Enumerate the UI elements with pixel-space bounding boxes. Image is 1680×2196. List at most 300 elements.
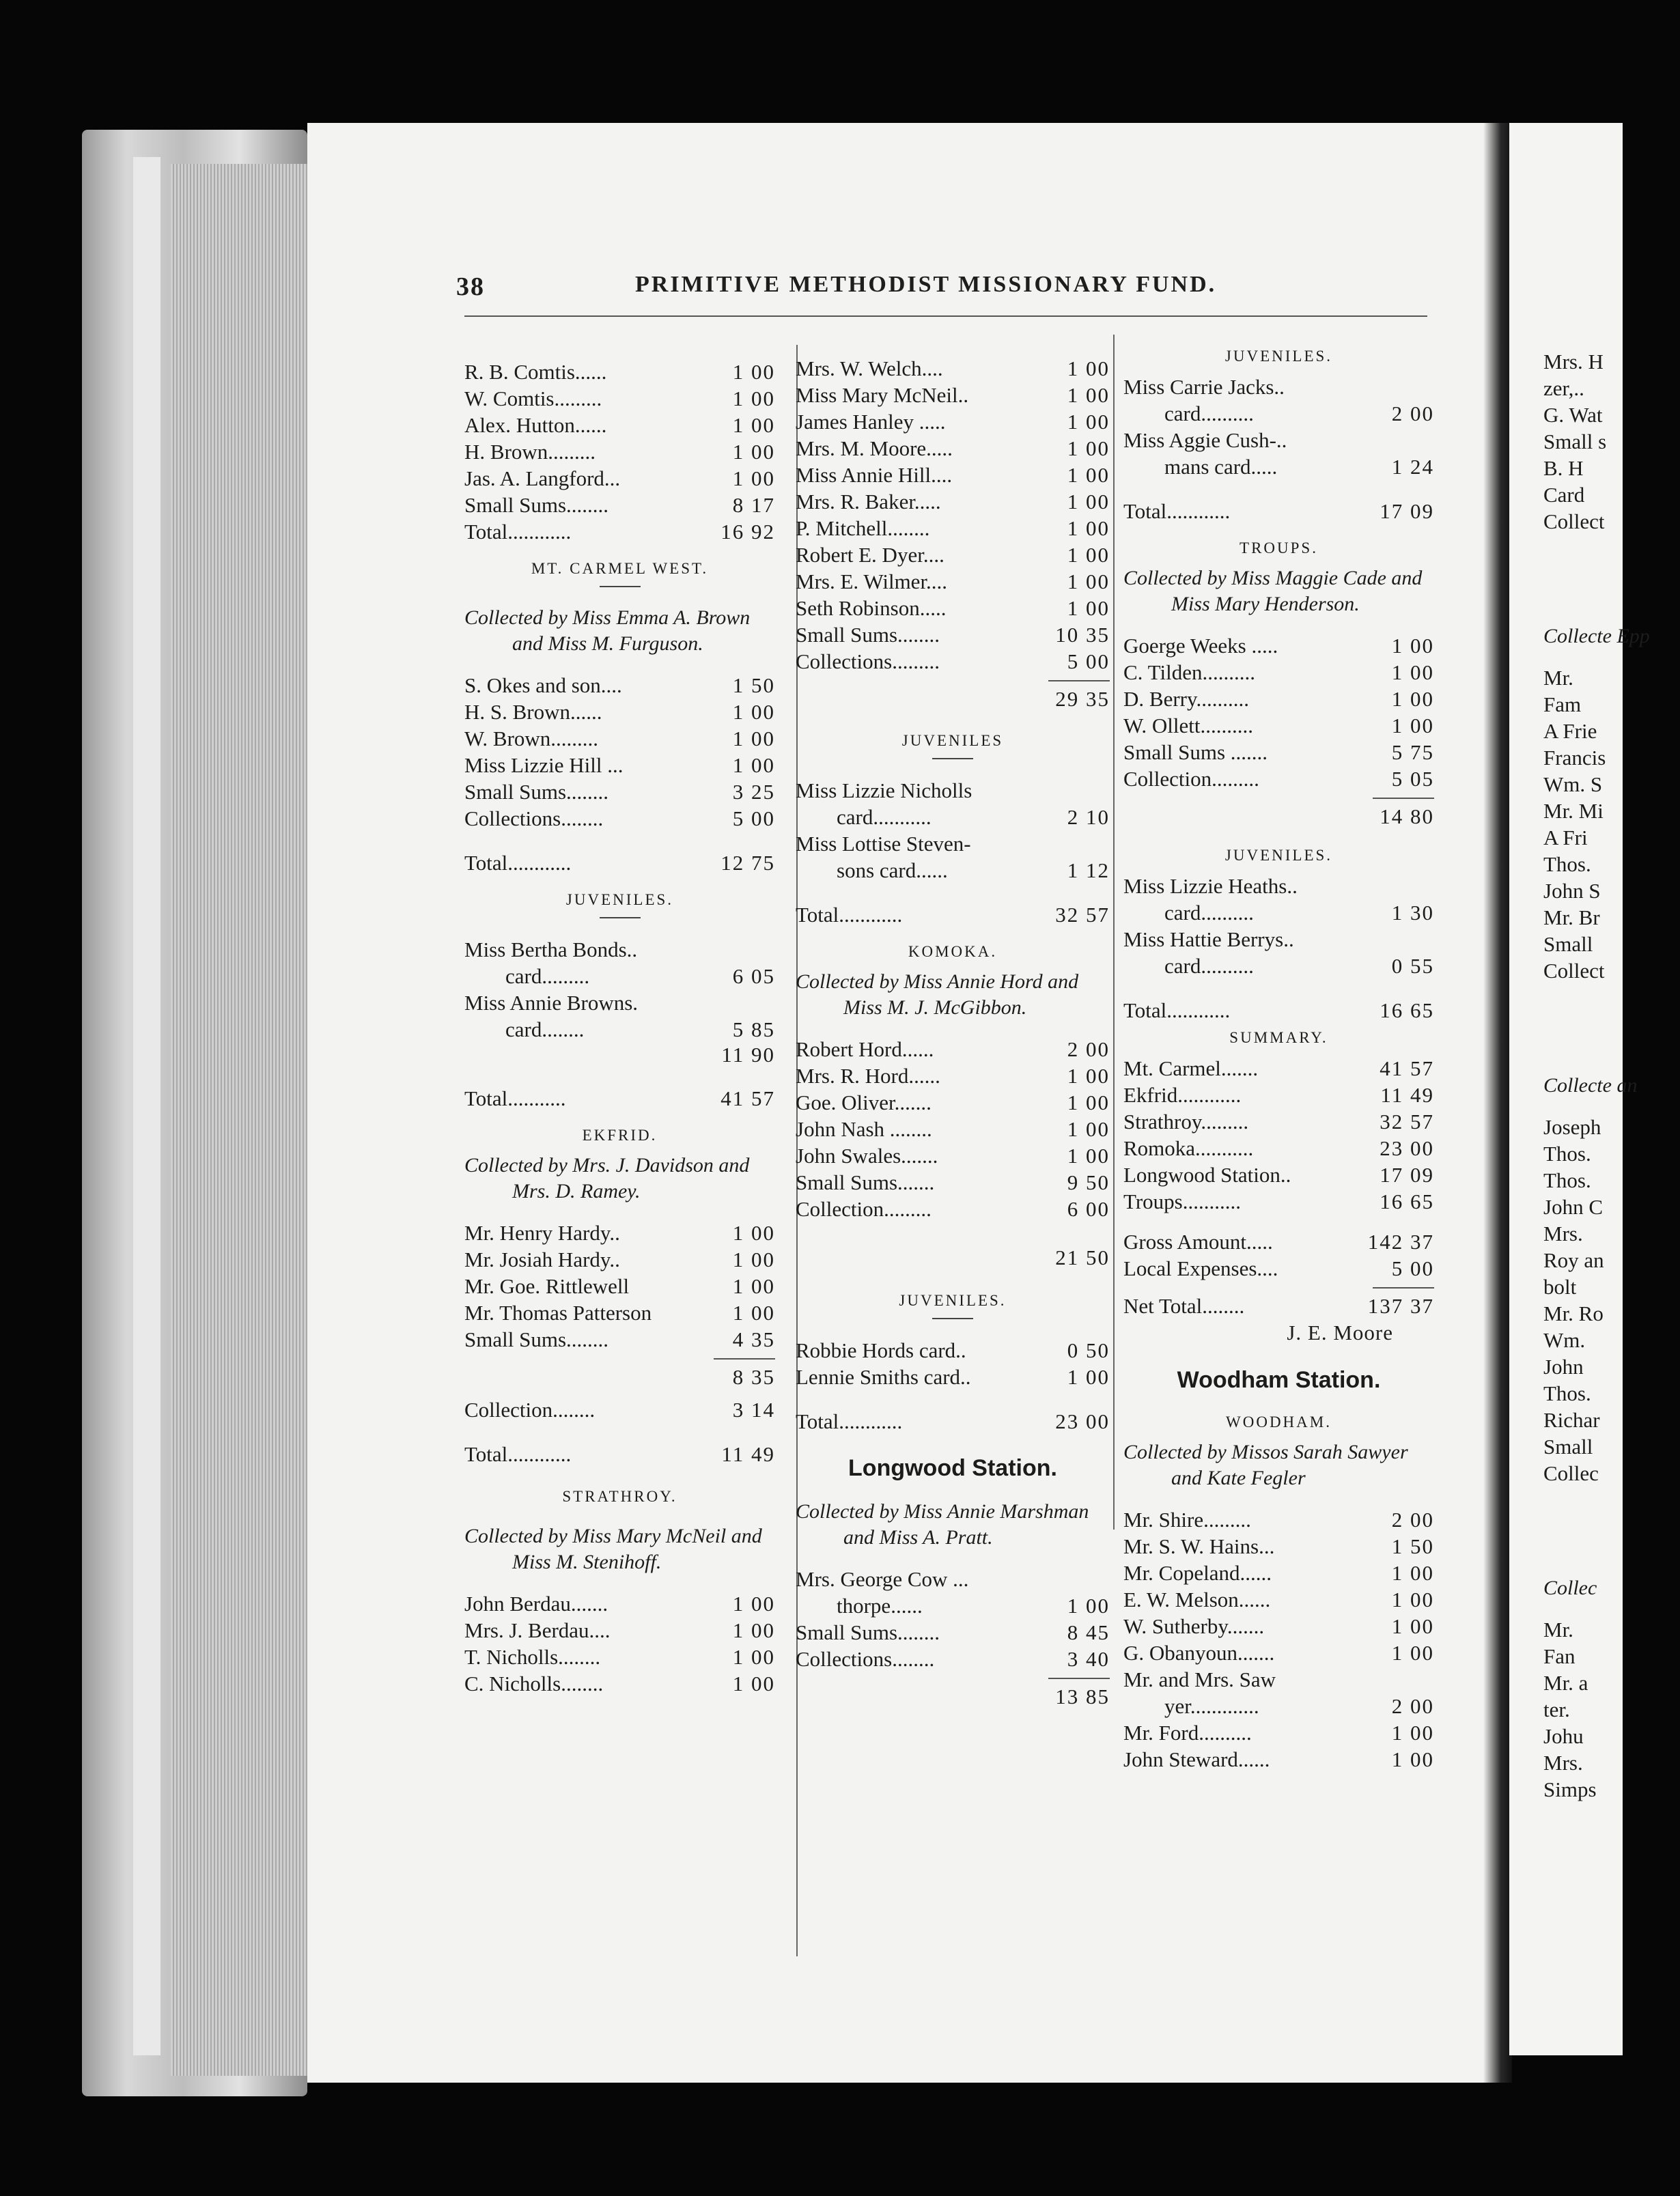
entry-amount: 1 00: [732, 413, 775, 437]
entry-row: [796, 595, 1110, 621]
cut-off-line: Small: [1543, 1435, 1593, 1459]
entry-name: Miss Mary McNeil..: [796, 383, 969, 407]
total-row: Total............ 23 00: [796, 1409, 1110, 1433]
entry-amount: 5 00: [732, 806, 775, 830]
cut-off-line: John: [1543, 1355, 1584, 1379]
entry-amount: 2 00: [1067, 1037, 1110, 1061]
entry-row: [1123, 1228, 1434, 1255]
entry-amount: 1 00: [1067, 356, 1110, 380]
cut-off-line: Small: [1543, 932, 1593, 956]
sum-rule: [1373, 798, 1434, 799]
entry-row: [464, 672, 775, 699]
cut-off-line: bolt: [1543, 1275, 1577, 1299]
section-dash: [932, 1318, 973, 1319]
entry-row: [1123, 712, 1434, 739]
collector-note: Collected by Mrs. J. Davidson and Mrs. D. Ramey.: [464, 1154, 750, 1202]
cut-off-line: Thos.: [1543, 1142, 1591, 1166]
entry-name: Mr. Josiah Hardy..: [464, 1248, 620, 1271]
entry-name: D. Berry..........: [1123, 687, 1249, 711]
entry-row: Miss Lizzie Nicholls: [796, 778, 972, 802]
entry-name: Small Sums........: [464, 1327, 609, 1351]
section-heading: EKFRID.: [582, 1127, 658, 1144]
col3-entries-e: [1123, 1506, 1434, 1666]
entry-amount: 1 00: [732, 440, 775, 464]
cut-off-line: Mrs.: [1543, 1751, 1583, 1775]
cut-off-line: Fan: [1543, 1644, 1576, 1668]
section-heading: JUVENILES.: [1224, 348, 1333, 365]
entry-row: Miss Annie Browns.: [464, 991, 639, 1015]
entry-row: [1123, 686, 1434, 712]
entry-name: Mrs. M. Moore.....: [796, 436, 953, 460]
entry-amount: 1 00: [1067, 1117, 1110, 1141]
cut-off-line: Mr.: [1543, 666, 1573, 690]
entry-row: [1123, 1108, 1434, 1135]
entry-amount: 1 00: [732, 386, 775, 410]
entry-amount: 1 00: [1391, 634, 1434, 658]
right-page: [1509, 123, 1650, 2055]
entry-row: card........ 5 85: [505, 1017, 775, 1041]
entry-row: [1123, 1506, 1434, 1533]
entry-row: [1123, 1135, 1434, 1162]
cut-off-line: zer,..: [1543, 376, 1584, 400]
entry-row: [1123, 1639, 1434, 1666]
entry-amount: 1 00: [1391, 1561, 1434, 1585]
entry-name: E. W. Melson......: [1123, 1588, 1271, 1611]
entry-row: [796, 1196, 1110, 1222]
entry-row: [1123, 1162, 1434, 1188]
entry-row: [796, 382, 1110, 408]
column-3: [1123, 345, 1434, 1773]
entry-amount: 1 00: [732, 1248, 775, 1271]
entry-amount: 1 00: [732, 700, 775, 724]
entry-amount: 10 35: [1055, 623, 1110, 647]
entry-row: card.......... 1 30: [1164, 901, 1434, 925]
cut-off-line: Francis: [1543, 746, 1606, 770]
entry-row: [796, 1142, 1110, 1169]
cut-off-line: Roy an: [1543, 1248, 1604, 1272]
entry-row: [796, 1116, 1110, 1142]
section-dash: [600, 586, 641, 587]
entry-name: Longwood Station..: [1123, 1163, 1291, 1187]
entry-row: [464, 778, 775, 805]
entry-row: [1123, 1746, 1434, 1773]
entry-amount: 32 57: [1380, 1110, 1434, 1134]
section-dash: [932, 758, 973, 759]
entry-row: [796, 1337, 1110, 1364]
entry-name: John Berdau.......: [464, 1592, 608, 1616]
spacer: [796, 1222, 1110, 1243]
column-2: [796, 355, 1110, 1712]
entry-amount: 3 40: [1067, 1647, 1110, 1671]
signature: J. E. Moore: [1287, 1321, 1393, 1345]
entry-row: [1123, 1188, 1434, 1215]
entry-amount: 5 00: [1391, 1256, 1434, 1280]
entry-amount: 1 00: [1067, 1144, 1110, 1168]
cut-off-line: Mr. Mi: [1543, 799, 1604, 823]
book-gutter: [1483, 123, 1512, 2083]
collector-note: Collected by Miss Annie Marshman and Miss A. Pratt.: [796, 1500, 1089, 1549]
entry-amount: 1 00: [1391, 1588, 1434, 1611]
total-row: Total............ 12 75: [464, 851, 775, 875]
entry-name: T. Nicholls........: [464, 1645, 601, 1669]
col1-entries-b: [464, 672, 775, 832]
entry-amount: 1 00: [732, 1221, 775, 1245]
entry-amount: 16 92: [720, 520, 775, 544]
col2-entries-c: [796, 1337, 1110, 1390]
entry-name: Mr. S. W. Hains...: [1123, 1534, 1275, 1558]
entry-row: [796, 355, 1110, 382]
entry-amount: 1 00: [732, 727, 775, 750]
entry-name: Small Sums........: [464, 493, 609, 517]
entry-row: [796, 1036, 1110, 1062]
entry-name: W. Comtis.........: [464, 386, 602, 410]
sum-rule: [1048, 680, 1110, 681]
section-heading: JUVENILES: [901, 732, 1004, 749]
entry-row: [464, 1326, 775, 1353]
cut-off-line: John S: [1543, 879, 1601, 903]
total-row: Total............ 16 65: [1123, 998, 1434, 1022]
entry-row: [464, 1617, 775, 1644]
entry-amount: 1 00: [1067, 516, 1110, 540]
entry-row: [796, 408, 1110, 435]
entry-amount: 11 49: [1380, 1083, 1434, 1107]
entry-name: Local Expenses....: [1123, 1256, 1278, 1280]
entry-amount: 4 35: [732, 1327, 775, 1351]
entry-row: [464, 385, 775, 412]
entry-amount: 41 57: [1380, 1056, 1434, 1080]
entry-amount: 5 00: [1067, 649, 1110, 673]
section-heading: STRATHROY.: [562, 1488, 677, 1505]
entry-name: Goe. Oliver.......: [796, 1090, 932, 1114]
entry-row: [464, 518, 775, 545]
entry-name: John Swales.......: [796, 1144, 938, 1168]
entry-name: Mt. Carmel.......: [1123, 1056, 1259, 1080]
entry-row: [796, 1619, 1110, 1646]
sum-rule: [714, 1358, 775, 1360]
entry-name: H. S. Brown......: [464, 700, 602, 724]
cut-off-line: A Frie: [1543, 719, 1597, 743]
cut-off-line: Fam: [1543, 692, 1582, 716]
entry-amount: 1 00: [732, 1672, 775, 1695]
section-heading: WOODHAM.: [1226, 1413, 1332, 1431]
cut-off-line: Card: [1543, 483, 1585, 507]
entry-row: [1123, 739, 1434, 765]
entry-row: [464, 752, 775, 778]
entry-name: Mr. Thomas Patterson: [464, 1301, 652, 1325]
entry-amount: 1 00: [1391, 714, 1434, 737]
collector-note: Collected by Miss Emma A. Brown and Miss M. Furguson.: [464, 606, 751, 655]
page-stack: [171, 164, 307, 2076]
right-lines-a: [1543, 348, 1680, 535]
entry-amount: 1 00: [1067, 463, 1110, 487]
column-divider-2: [1113, 335, 1115, 1530]
cut-off-line: Mr. Br: [1543, 905, 1600, 929]
col2-entries-d: [796, 1619, 1110, 1672]
entry-row: [796, 1169, 1110, 1196]
entry-name: Mr. Copeland......: [1123, 1561, 1272, 1585]
cut-off-line: Mrs. H: [1543, 350, 1604, 374]
entry-row: [796, 621, 1110, 648]
entry-name: W. Sutherby.......: [1123, 1614, 1265, 1638]
entry-amount: 1 00: [1391, 1614, 1434, 1638]
page-title: PRIMITIVE METHODIST MISSIONARY FUND.: [635, 272, 1217, 297]
entry-name: Robert E. Dyer....: [796, 543, 944, 567]
entry-row: [1123, 632, 1434, 659]
entry-name: W. Ollett..........: [1123, 714, 1254, 737]
entry-amount: 1 00: [1067, 383, 1110, 407]
entry-name: Collections........: [464, 806, 604, 830]
entry-row: [796, 568, 1110, 595]
cut-off-line: Thos.: [1543, 1168, 1591, 1192]
entry-row: [1123, 1586, 1434, 1613]
entry-row: [464, 699, 775, 725]
subtotal: 13 85: [1055, 1685, 1110, 1708]
entry-amount: 1 50: [1391, 1534, 1434, 1558]
entry-name: H. Brown.........: [464, 440, 596, 464]
cut-off-line: Thos.: [1543, 852, 1591, 876]
total-row: Total............ 32 57: [796, 903, 1110, 927]
entry-name: Ekfrid............: [1123, 1083, 1242, 1107]
subtotal: 29 35: [1055, 687, 1110, 711]
entry-row: Collection........ 3 14: [464, 1398, 775, 1422]
entry-amount: 1 00: [1067, 596, 1110, 620]
col3-entries-c: [1123, 1055, 1434, 1215]
entry-amount: 1 00: [1067, 543, 1110, 567]
entry-name: Collection.........: [1123, 767, 1259, 791]
entry-row: yer............. 2 00: [1164, 1694, 1434, 1718]
entry-amount: 1 00: [1067, 1064, 1110, 1088]
entry-name: Mrs. W. Welch....: [796, 356, 943, 380]
subtotal: 11 90: [721, 1043, 775, 1067]
entry-amount: 1 00: [1391, 1641, 1434, 1665]
section-heading: KOMOKA.: [908, 943, 998, 960]
cut-off-line: Thos.: [1543, 1381, 1591, 1405]
entry-row: [1123, 1255, 1434, 1282]
entry-name: James Hanley .....: [796, 410, 946, 434]
entry-amount: 1 00: [1067, 490, 1110, 513]
entry-name: Small Sums........: [796, 623, 940, 647]
entry-row: thorpe...... 1 00: [837, 1594, 1110, 1618]
entry-row: Miss Bertha Bonds..: [464, 938, 638, 961]
entry-amount: 1 00: [732, 466, 775, 490]
entry-amount: 3 25: [732, 780, 775, 804]
entry-name: Collections.........: [796, 649, 940, 673]
entry-name: Gross Amount.....: [1123, 1230, 1273, 1254]
entry-amount: 1 00: [732, 1645, 775, 1669]
sum-rule: [1373, 1287, 1434, 1289]
cut-off-line: Mr. Ro: [1543, 1301, 1604, 1325]
col3-entries-b: [1123, 632, 1434, 792]
entry-amount: 1 00: [732, 753, 775, 777]
entry-row: [1123, 1560, 1434, 1586]
entry-row: sons card...... 1 12: [837, 858, 1110, 882]
entry-row: [796, 435, 1110, 462]
entry-name: Miss Annie Hill....: [796, 463, 953, 487]
entry-name: W. Brown.........: [464, 727, 599, 750]
entry-name: Mrs. R. Baker.....: [796, 490, 941, 513]
entry-amount: 23 00: [1380, 1136, 1434, 1160]
entry-row: [464, 1220, 775, 1246]
right-lines-d: [1543, 1616, 1680, 1803]
entry-amount: 6 00: [1067, 1197, 1110, 1221]
col3-entries-d: [1123, 1228, 1434, 1282]
entry-amount: 1 00: [732, 1592, 775, 1616]
entry-row: card........... 2 10: [837, 805, 1110, 829]
total-row: Total............ 17 09: [1123, 499, 1434, 523]
entry-name: Collections........: [796, 1647, 935, 1671]
entry-name: Lennie Smiths card..: [796, 1365, 971, 1389]
entry-row: [464, 725, 775, 752]
entry-row: [464, 805, 775, 832]
entry-name: P. Mitchell........: [796, 516, 930, 540]
entry-amount: 8 45: [1067, 1620, 1110, 1644]
entry-row: Miss Carrie Jacks..: [1123, 375, 1285, 399]
entry-row: [796, 515, 1110, 541]
entry-name: Mrs. R. Hord......: [796, 1064, 940, 1088]
entry-row: Mrs. George Cow ...: [796, 1567, 969, 1591]
collector-note: Collecte an: [1543, 1074, 1638, 1097]
entry-row: [796, 1364, 1110, 1390]
cut-off-line: John C: [1543, 1195, 1603, 1219]
entry-name: Mr. Henry Hardy..: [464, 1221, 620, 1245]
section-dash: [600, 917, 641, 918]
entry-amount: 1 00: [1391, 1747, 1434, 1771]
subtotal: 21 50: [1055, 1245, 1110, 1269]
total-row: Net Total........ 137 37: [1123, 1294, 1434, 1318]
entry-name: Mr. Ford..........: [1123, 1721, 1252, 1745]
entry-name: Mrs. E. Wilmer....: [796, 569, 948, 593]
entry-row: [1123, 1533, 1434, 1560]
right-lines-b: [1543, 664, 1680, 984]
col1-entries-d: [464, 1220, 775, 1353]
entry-row: [464, 1670, 775, 1697]
cut-off-line: Collec: [1543, 1461, 1599, 1485]
entry-row: mans card..... 1 24: [1164, 455, 1434, 479]
entry-row: [796, 1062, 1110, 1089]
entry-amount: 1 00: [732, 1301, 775, 1325]
collector-note: Collected by Miss Annie Hord and Miss M. J. McGibbon.: [796, 970, 1079, 1019]
entry-name: C. Tilden..........: [1123, 660, 1255, 684]
subtotal: 14 80: [1380, 804, 1434, 828]
entry-row: [464, 465, 775, 492]
entry-amount: 1 00: [1067, 1365, 1110, 1389]
entry-name: John Nash ........: [796, 1117, 932, 1141]
entry-name: Small Sums.......: [796, 1170, 935, 1194]
station-heading: Woodham Station.: [1177, 1367, 1381, 1393]
entry-name: Total............: [464, 520, 572, 544]
entry-row: [464, 492, 775, 518]
entry-row: [464, 438, 775, 465]
entry-row: [464, 1644, 775, 1670]
col1-entries-a: [464, 358, 775, 545]
entry-name: John Steward......: [1123, 1747, 1270, 1771]
entry-name: Alex. Hutton......: [464, 413, 607, 437]
sum-rule: [1048, 1678, 1110, 1679]
collector-note: Collected by Missos Sarah Sawyer and Kate Fegler: [1123, 1441, 1408, 1489]
entry-name: Seth Robinson.....: [796, 596, 947, 620]
entry-row: [796, 488, 1110, 515]
page-number: 38: [456, 272, 485, 301]
total-row: Total........... 41 57: [464, 1086, 775, 1110]
entry-row: card.......... 0 55: [1164, 954, 1434, 978]
cut-off-line: Wm.: [1543, 1328, 1586, 1352]
entry-row: [1123, 1613, 1434, 1639]
entry-name: Mr. Goe. Rittlewell: [464, 1274, 630, 1298]
entry-amount: 17 09: [1380, 1163, 1434, 1187]
entry-amount: 1 00: [1391, 687, 1434, 711]
cut-off-line: Joseph: [1543, 1115, 1601, 1139]
entry-name: Mrs. J. Berdau....: [464, 1618, 611, 1642]
total-row: Total............ 11 49: [464, 1442, 775, 1466]
entry-row: [1123, 659, 1434, 686]
cut-off-line: Collect: [1543, 509, 1605, 533]
entry-row: [796, 1089, 1110, 1116]
cut-off-line: Simps: [1543, 1777, 1597, 1801]
entry-amount: 1 00: [1067, 569, 1110, 593]
entry-name: Jas. A. Langford...: [464, 466, 621, 490]
entry-amount: 2 00: [1391, 1508, 1434, 1532]
entry-name: Troups...........: [1123, 1190, 1241, 1213]
entry-name: G. Obanyoun.......: [1123, 1641, 1275, 1665]
section-heading: SUMMARY.: [1229, 1029, 1328, 1046]
cut-off-line: Johu: [1543, 1724, 1584, 1748]
entry-row: [796, 462, 1110, 488]
section-heading: JUVENILES.: [565, 891, 674, 908]
entry-name: Miss Lizzie Hill ...: [464, 753, 624, 777]
subtotal: 8 35: [732, 1365, 775, 1389]
entry-amount: 1 00: [732, 1274, 775, 1298]
section-heading: JUVENILES.: [899, 1292, 1007, 1309]
collector-note: Collected by Miss Mary McNeil and Miss M. Stenihoff.: [464, 1525, 762, 1573]
entry-row: [464, 1299, 775, 1326]
entry-amount: 0 50: [1067, 1338, 1110, 1362]
entry-row: card......... 6 05: [505, 964, 775, 988]
column-1: [464, 358, 775, 1697]
section-heading: TROUPS.: [1240, 539, 1318, 557]
entry-row: Mr. and Mrs. Saw: [1123, 1667, 1276, 1691]
cut-off-line: G. Wat: [1543, 403, 1603, 427]
entry-name: Robbie Hords card..: [796, 1338, 966, 1362]
entry-row: Miss Aggie Cush-..: [1123, 428, 1287, 452]
entry-name: Goerge Weeks .....: [1123, 634, 1278, 658]
entry-amount: 5 05: [1391, 767, 1434, 791]
entry-row: [464, 1246, 775, 1273]
col2-entries-a: [796, 355, 1110, 675]
entry-row: Miss Lottise Steven-: [796, 832, 971, 856]
cut-off-line: B. H: [1543, 456, 1584, 480]
entry-name: C. Nicholls........: [464, 1672, 604, 1695]
collector-note: Collecte Epp: [1543, 625, 1650, 647]
entry-name: R. B. Comtis......: [464, 360, 607, 384]
entry-row: [464, 1590, 775, 1617]
entry-name: Romoka...........: [1123, 1136, 1254, 1160]
entry-name: Small Sums........: [796, 1620, 940, 1644]
station-heading: Longwood Station.: [848, 1455, 1057, 1481]
cut-off-line: Mr. a: [1543, 1671, 1588, 1695]
entry-amount: 1 00: [1067, 436, 1110, 460]
header-rule: [464, 315, 1427, 317]
right-page-text: [1543, 348, 1680, 1803]
entry-name: Strathroy.........: [1123, 1110, 1249, 1134]
entry-amount: 142 37: [1367, 1230, 1434, 1254]
entry-amount: 1 00: [1391, 660, 1434, 684]
col3-entries-f: [1123, 1719, 1434, 1773]
entry-name: Small Sums........: [464, 780, 609, 804]
entry-row: Miss Hattie Berrys..: [1123, 927, 1294, 951]
entry-amount: 9 50: [1067, 1170, 1110, 1194]
cut-off-line: Richar: [1543, 1408, 1600, 1432]
entry-row: [796, 541, 1110, 568]
